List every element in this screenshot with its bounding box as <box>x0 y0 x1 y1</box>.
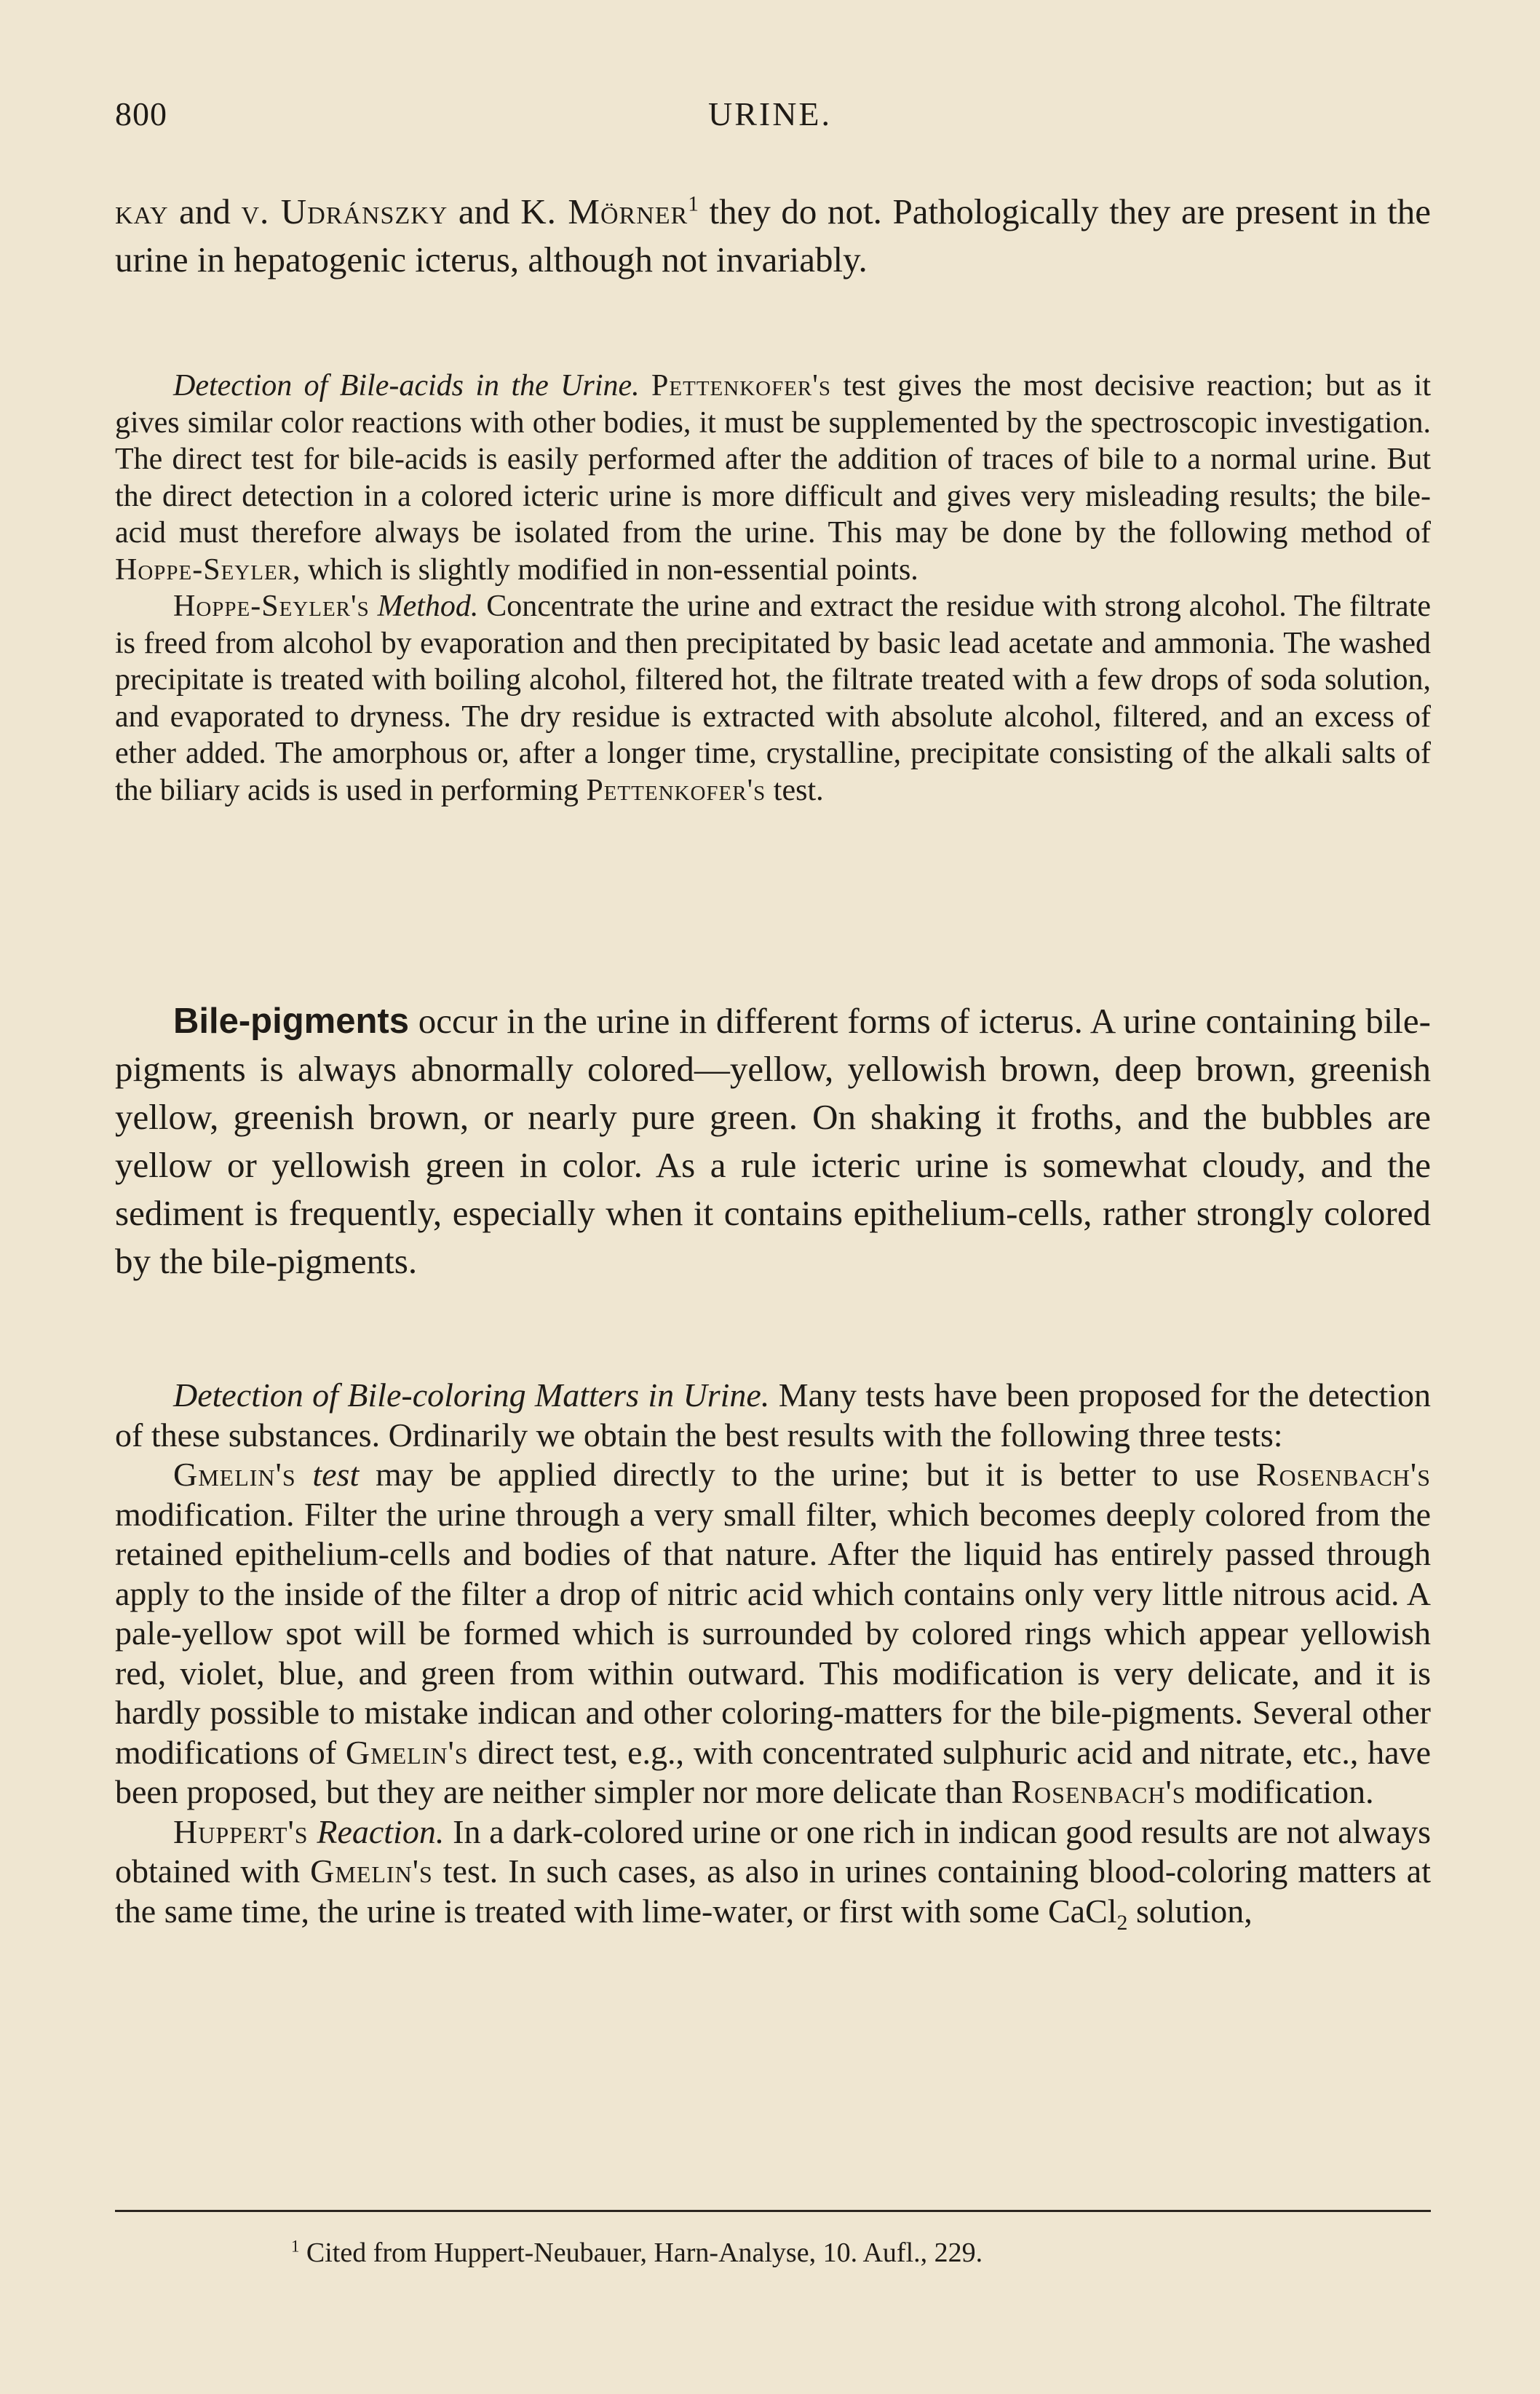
section-bile-coloring <box>115 1376 1432 1935</box>
footnote-ref: 1 <box>688 192 699 216</box>
paragraph-gmelin-test: Gmelin's test may be applied directly to the urine; but it is better to use Rosenbach's modification. Filter the urine through a very small filter, which becomes deeply colored from the retained epithelium-cells and bodies of that nature. After the liquid has entirely passed through apply to the inside of the filter a drop of nitric acid which contains only very little nitrous acid. A pale-yellow spot will be formed which is surrounded by colored rings which appear yellowish red, violet, blue, and green from within outward. This modification is very delicate, and it is hardly possible to mistake indican and other coloring-matters for the bile-pigments. Several other modifications of Gmelin's direct test, e.g., with concentrated sulphuric acid and nitrate, etc., have been proposed, but they are neither simpler nor more delicate than Rosenbach's modification. <box>115 1456 1432 1810</box>
section-heading: Bile-pigments <box>173 1002 409 1041</box>
footnote-text: Cited from Huppert-Neubauer, Harn-Analyse, 10. Aufl., 229. <box>299 2238 983 2268</box>
footnote-mark: 1 <box>291 2237 300 2256</box>
section-heading: Detection of Bile-coloring Matters in Urine. <box>173 1376 770 1414</box>
paragraph-hoppe-seyler-method: Hoppe-Seyler's Method. Concentrate the urine and extract the residue with strong alcohol. The filtrate is freed from alcohol by evaporation and then precipitated by basic lead acetate and ammonia. The washed precipitate is treated with boiling alcohol, filtered hot, the filtrate treated with a few drops of soda solution, and evaporated to dryness. The dry residue is extracted with absolute alcohol, filtered, and an excess of ether added. The amorphous or, after a longer time, crystalline, precipitate consisting of the alkali salts of the biliary acids is used in performing Pettenkofer's test. <box>115 590 1432 807</box>
running-title: URINE. <box>707 95 833 132</box>
page-number: 800 <box>115 95 167 132</box>
paragraph-bile-coloring-detection: Detection of Bile-coloring Matters in Urine. Many tests have been proposed for the detection of these substances. Ordinarily we obtain the best results with the following three tests: <box>115 1376 1431 1454</box>
paragraph-huppert-reaction: Huppert's Reaction. In a dark-colored urine or one rich in indican good results are not always obtained with Gmelin's test. In such cases, as also in urines containing blood-coloring matters at the same time, the urine is treated with lime-water, or first with some CaCl$_2$ solution, <box>115 1812 1432 1935</box>
paragraph-bile-pigments: Bile-pigments occur in the urine in different forms of icterus. A urine containing bile-pigments is always abnormally colored—yellow, yellowish brown, deep brown, greenish yellow, greenish brown, or nearly pure green. On shaking it froths, and the bubbles are yellow or yellowish green in color. As a rule icteric urine is somewhat cloudy, and the sediment is frequently, especially when it contains epithelium-cells, rather strongly colored by the bile-pigments. <box>115 1001 1431 1281</box>
footnote <box>291 2236 983 2270</box>
paragraph-bile-acids-detection: Detection of Bile-acids in the Urine. Pettenkofer's test gives the most decisive reaction; but as it gives similar color reactions with other bodies, it must be supplemented by the spectroscopic investigation. The direct test for bile-acids is easily performed after the addition of traces of bile to a normal urine. But the direct detection in a colored icteric urine is more difficult and gives very misleading results; the bile-acid must therefore always be isolated from the urine. This may be done by the following method of Hoppe-Seyler, which is slightly modified in non-essential points. <box>115 369 1432 587</box>
section-heading: Detection of Bile-acids in the Urine. <box>173 369 640 403</box>
footnote-divider <box>115 2210 1431 2212</box>
page-header <box>115 95 1425 146</box>
section-bile-acids <box>115 368 1431 809</box>
paragraph-intro: kay and v. Udránszky and K. Mörner$^1$ they do not. Pathologically they are present in the urine in hepatogenic icterus, although not invariably. <box>115 191 1431 280</box>
